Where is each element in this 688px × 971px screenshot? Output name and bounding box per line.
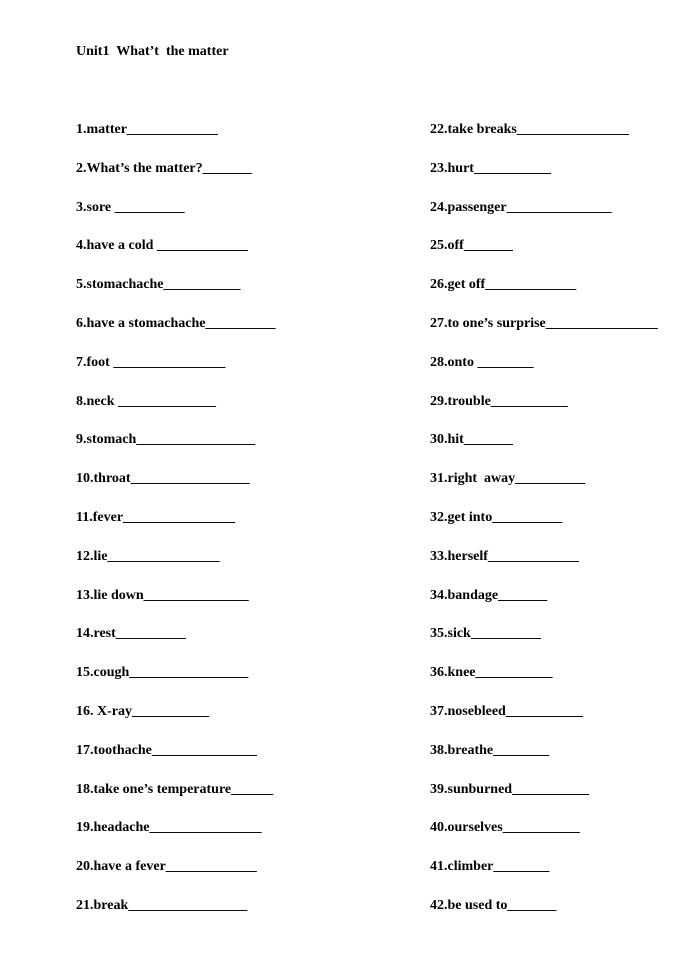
vocabulary-item: 15.cough_________________ bbox=[76, 665, 249, 681]
vocabulary-item: 30.hit_______ bbox=[430, 432, 513, 448]
vocabulary-item: 18.take one’s temperature______ bbox=[76, 781, 274, 797]
right-column-list bbox=[430, 120, 658, 935]
vocabulary-item: 4.have a cold _____________ bbox=[76, 238, 248, 254]
vocabulary-item: 8.neck ______________ bbox=[76, 393, 216, 409]
vocabulary-item: 10.throat_________________ bbox=[76, 471, 250, 487]
vocabulary-item: 33.herself_____________ bbox=[430, 548, 579, 564]
left-column-list bbox=[76, 120, 276, 935]
vocabulary-item: 13.lie down_______________ bbox=[76, 587, 249, 603]
vocabulary-item: 27.to one’s surprise________________ bbox=[430, 315, 658, 331]
vocabulary-item: 23.hurt___________ bbox=[430, 160, 551, 176]
vocabulary-item: 28.onto ________ bbox=[430, 354, 534, 370]
vocabulary-item: 6.have a stomachache__________ bbox=[76, 315, 276, 331]
vocabulary-item: 41.climber________ bbox=[430, 859, 550, 875]
vocabulary-item: 9.stomach_________________ bbox=[76, 432, 256, 448]
vocabulary-item: 16. X-ray___________ bbox=[76, 703, 209, 719]
vocabulary-item: 31.right away__________ bbox=[430, 471, 586, 487]
vocabulary-item: 22.take breaks________________ bbox=[430, 122, 629, 137]
vocabulary-item: 39.sunburned___________ bbox=[430, 781, 590, 797]
vocabulary-item: 1.matter_____________ bbox=[76, 122, 218, 137]
vocabulary-item: 7.foot ________________ bbox=[76, 354, 226, 370]
vocabulary-item: 25.off_______ bbox=[430, 238, 513, 254]
vocabulary-item: 14.rest__________ bbox=[76, 626, 186, 642]
vocabulary-item: 34.bandage_______ bbox=[430, 587, 548, 603]
vocabulary-item: 5.stomachache___________ bbox=[76, 277, 241, 293]
vocabulary-item: 3.sore __________ bbox=[76, 199, 185, 215]
page-title: Unit1 What’t the matter bbox=[76, 44, 229, 59]
vocabulary-item: 26.get off_____________ bbox=[430, 277, 577, 293]
vocabulary-item: 20.have a fever_____________ bbox=[76, 859, 257, 875]
vocabulary-item: 2.What’s the matter?_______ bbox=[76, 160, 252, 176]
vocabulary-item: 11.fever________________ bbox=[76, 509, 236, 525]
vocabulary-item: 36.knee___________ bbox=[430, 665, 553, 681]
vocabulary-item: 29.trouble___________ bbox=[430, 393, 568, 409]
vocabulary-item: 12.lie________________ bbox=[76, 548, 220, 564]
vocabulary-item: 32.get into__________ bbox=[430, 509, 563, 525]
vocabulary-item: 17.toothache_______________ bbox=[76, 742, 257, 758]
vocabulary-item: 40.ourselves___________ bbox=[430, 820, 580, 836]
vocabulary-item: 19.headache________________ bbox=[76, 820, 262, 836]
vocabulary-item: 24.passenger_______________ bbox=[430, 199, 612, 215]
vocabulary-item: 38.breathe________ bbox=[430, 742, 550, 758]
vocabulary-item: 42.be used to_______ bbox=[430, 897, 557, 913]
vocabulary-item: 37.nosebleed___________ bbox=[430, 703, 583, 719]
vocabulary-item: 21.break_________________ bbox=[76, 897, 248, 913]
vocabulary-item: 35.sick__________ bbox=[430, 626, 541, 642]
